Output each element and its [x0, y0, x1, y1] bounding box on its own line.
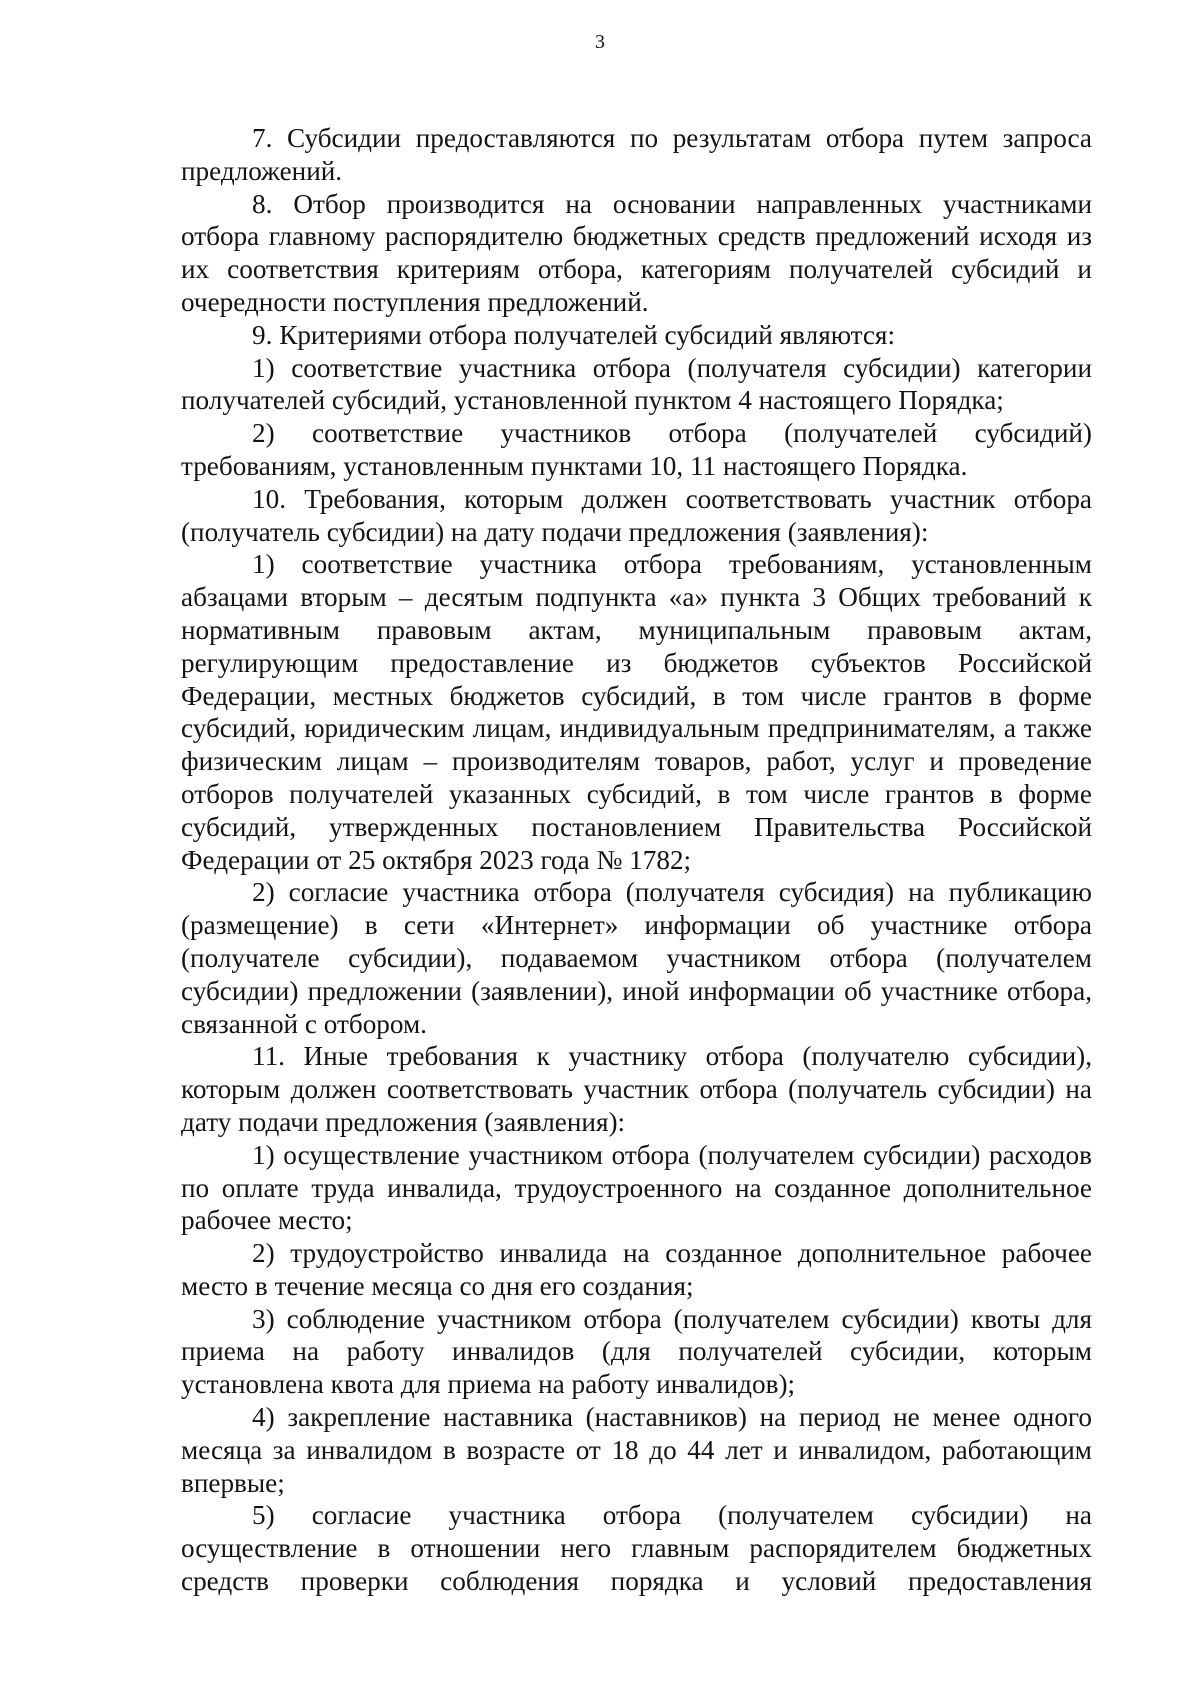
paragraph-8: 8. Отбор производится на основании направленных участниками отбора главному распорядителю бюджетных средств предложений исходя из их соответствия критериям отбора, категориям получателей субсидий и очередности поступления предложений. — [181, 188, 1092, 317]
paragraph-10-item-2: 2) согласие участника отбора (получателя субсидия) на публикацию (размещение) в сети «Интернет» информации об участнике отбора (получателе субсидии), подаваемом участником отбора (получателем субсидии) предложении (заявлении), иной информации об участнике отбора, связанной с отбором. — [181, 877, 1092, 1039]
paragraph-11-item-4: 4) закрепление наставника (наставников) на период не менее одного месяца за инвалидом в возрасте от 18 до 44 лет и инвалидом, работающим впервые; — [181, 1402, 1092, 1498]
paragraph-11-item-5: 5) согласие участника отбора (получателем субсидии) на осуществление в отношении него главным распорядителем бюджетных средств проверки соблюдения порядка и условий предоставления — [181, 1500, 1092, 1597]
paragraph-11-item-1: 1) осуществление участником отбора (получателем субсидии) расходов по оплате труда инвалида, трудоустроенного на созданное дополнительное рабочее место; — [181, 1139, 1092, 1236]
paragraph-11-item-2: 2) трудоустройство инвалида на созданное дополнительное рабочее место в течение месяца со дня его создания; — [181, 1238, 1092, 1301]
paragraph-7: 7. Субсидии предоставляются по результатам отбора путем запроса предложений. — [181, 123, 1092, 186]
page-number: 3 — [595, 31, 605, 53]
paragraph-11: 11. Иные требования к участнику отбора (получателю субсидии), которым должен соответствовать участник отбора (получатель субсидии) на дату подачи предложения (заявления): — [181, 1041, 1092, 1137]
paragraph-9-item-2: 2) соответствие участников отбора (получателей субсидий) требованиям, установленным пунктами 10, 11 настоящего Порядка. — [181, 418, 1092, 481]
paragraph-11-item-3: 3) соблюдение участником отбора (получателем субсидии) квоты для приема на работу инвалидов (для получателей субсидии, которым установлена квота для приема на работу инвалидов); — [181, 1303, 1092, 1400]
paragraph-10-item-1: 1) соответствие участника отбора требованиям, установленным абзацами вторым – десятым подпункта «а» пункта 3 Общих требований к нормативным правовым актам, муниципальным правовым актам, регулирующим предоставление из бюджетов субъектов Российской Федерации, местных бюджетов субсидий, в том числе грантов в форме субсидий, юридическим лицам, индивидуальным предпринимателям, а также физическим лицам – производителям товаров, работ, услуг и проведение отборов получателей указанных субсидий, в том числе грантов в форме субсидий, утвержденных постановлением Правительства Российской Федерации от 25 октября 2023 года № 1782; — [181, 549, 1092, 875]
document-body — [181, 122, 1092, 1598]
paragraph-9: 9. Критериями отбора получателей субсидий являются: — [252, 319, 895, 350]
paragraph-10: 10. Требования, которым должен соответствовать участник отбора (получатель субсидии) на дату подачи предложения (заявления): — [181, 483, 1092, 547]
paragraph-9-item-1: 1) соответствие участника отбора (получателя субсидии) категории получателей субсидий, установленной пунктом 4 настоящего Порядка; — [181, 352, 1092, 416]
